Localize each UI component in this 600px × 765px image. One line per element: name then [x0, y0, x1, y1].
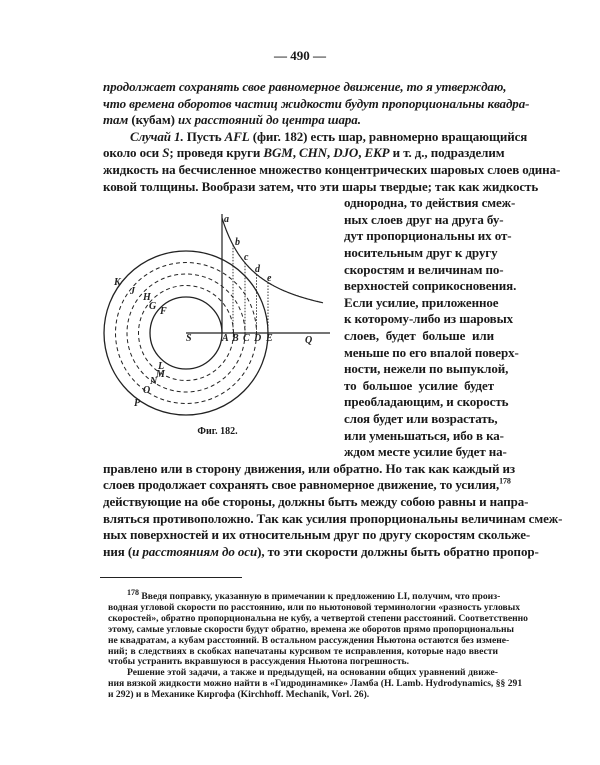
- figure-label-Q: Q: [305, 335, 313, 346]
- figure-label-G: G: [149, 301, 157, 312]
- figure-label-a: a: [224, 214, 229, 225]
- text-segment: Случай 1.: [130, 128, 184, 144]
- text-segment: ности, нежели по выпуклой,: [344, 361, 509, 377]
- figure-label-P: P: [134, 398, 141, 409]
- text-segment: действующие на обе стороны, должны быть между собою равны и напра-: [103, 494, 529, 509]
- footnote-line: [108, 689, 498, 700]
- footnote-rule: [100, 577, 242, 578]
- figure-label-A: A: [222, 333, 229, 344]
- text-segment: носительным друг к другу: [344, 245, 498, 260]
- text-segment: ; проведя круги: [169, 145, 264, 161]
- text-segment: жидкость на бесчисленное множество концентрических шаровых слоев одина-: [103, 162, 561, 177]
- figure-label-M: M: [156, 369, 165, 380]
- figure-label-d: d: [255, 264, 260, 275]
- text-segment: дут пропорциональны их от-: [344, 228, 512, 244]
- text-segment: DJO: [333, 145, 359, 161]
- text-segment: чтобы устранить вкравшуюся в рассуждения Ньютона погрешность.: [108, 656, 410, 668]
- text-segment: верхностей соприкосновения.: [344, 278, 517, 294]
- footnote-line: [108, 646, 498, 657]
- text-segment: ), то эти скорости должны быть обратно пропор-: [257, 543, 539, 559]
- figure-label-C: C: [243, 333, 250, 344]
- figure-label-b: b: [235, 237, 240, 248]
- figure-label-O: O: [143, 385, 151, 396]
- text-segment: продолжает сохранять свое равномерное движение, то я утверждаю,: [103, 79, 507, 94]
- text-segment: то большое усилие будет: [344, 377, 494, 393]
- text-segment: однородна, то действия смеж-: [344, 195, 516, 211]
- text-segment: к которому-либо из шаровых: [344, 311, 514, 327]
- text-segment: и расстояниям до оси: [132, 543, 258, 559]
- footnote-line: [127, 667, 498, 678]
- text-segment: скоростей», обратно пропорциональна не кубу, а четвертой степени расстояний. Соответственно: [108, 612, 528, 624]
- text-segment: Если усилие, приложенное: [344, 294, 499, 310]
- figure-label-N: N: [150, 376, 158, 387]
- text-segment: слоев, будет больше или: [344, 328, 494, 343]
- text-segment: этому, самые угловые скорости будут обратно, времена же оборотов прямо пропорциональны: [108, 623, 514, 635]
- figure-label-D: D: [254, 333, 262, 344]
- footnote-line: [108, 623, 514, 635]
- text-segment: правлено или в сторону движения, или обратно. Но так как каждый из: [103, 460, 516, 476]
- text-segment: ний; в следствиях в скобках напечатаны курсивом те исправления, которые надо ввести: [108, 645, 498, 657]
- figure-label-c: c: [244, 252, 249, 263]
- text-segment: меньше по его впалой поверх-: [344, 344, 519, 360]
- page-number: — 490 —: [274, 48, 326, 63]
- text-segment: CHN: [299, 145, 327, 161]
- text-segment: Введя поправку, указанную в примечании к предложению LI, получим, что произ-: [139, 591, 501, 602]
- text-segment: слоя будет или возрастать,: [344, 411, 498, 426]
- text-segment: S: [162, 145, 170, 161]
- footnote-ref[interactable]: 178: [499, 477, 511, 487]
- text-segment: там: [103, 112, 129, 128]
- text-segment: ных поверхностей и их относительным друг по другу скоростям скольже-: [103, 527, 531, 543]
- footnote-line: [108, 601, 520, 613]
- figure-label-H: H: [143, 292, 151, 303]
- figure-label-L: L: [158, 361, 165, 372]
- text-segment: ния (: [103, 543, 133, 559]
- figure-label-K: K: [114, 277, 121, 288]
- text-segment: и т. д., подразделим: [389, 145, 505, 161]
- text-segment: или уменьшаться, ибо в ка-: [344, 427, 504, 443]
- text-segment: скоростям и величинам по-: [344, 261, 504, 277]
- text-segment: не квадратам, а кубам расстояний. В остальном рассуждения Ньютона остаются без измене-: [108, 634, 510, 646]
- text-segment: ковой толщины. Вообрази затем, что эти шары твердые; так как жидкость: [103, 178, 539, 194]
- figure-label-F: F: [160, 306, 167, 317]
- figure-label-E: E: [266, 333, 273, 344]
- text-segment: водная угловой скорости по расстоянию, или по ньютоновой терминологии «разность угловых: [108, 601, 520, 613]
- text-segment: слоев продолжает сохранять свое равномерное движение, то усилия,: [103, 477, 500, 493]
- footnote-number: 178: [127, 587, 139, 597]
- text-segment: ,: [326, 145, 334, 161]
- footnote-line: [127, 587, 501, 602]
- figure-label-e: e: [267, 273, 272, 284]
- text-segment: BGM: [263, 145, 293, 161]
- velocity-curve: [222, 218, 323, 303]
- text-segment: Пусть: [183, 128, 225, 144]
- footnote-line: [108, 656, 498, 667]
- footnote-line: [108, 678, 523, 690]
- figure-label-S: S: [186, 333, 192, 344]
- text-segment: ния вязкой жидкости можно найти в «Гидродинамике» Ламба (H. Lamb. Hydrodynamics, §§ 291: [108, 678, 523, 690]
- figure-label-J: J: [130, 286, 135, 297]
- text-segment: ных слоев друг на друга бу-: [344, 211, 504, 227]
- text-segment: ждом месте усилие будет на-: [344, 444, 507, 460]
- text-segment: ,: [292, 145, 300, 161]
- text-segment: вляться противоположно. Так как усилия пропорциональны величинам смеж-: [103, 510, 563, 526]
- text-segment: ,: [358, 145, 365, 161]
- text-segment: около оси: [103, 145, 163, 161]
- text-segment: что времена оборотов частиц жидкости будут пропорциональны квадра-: [103, 95, 530, 111]
- text-segment: преобладающим, и скорость: [344, 394, 509, 410]
- text-segment: AFL: [224, 128, 250, 144]
- footnote-line: [108, 634, 510, 646]
- figure-caption: Фиг. 182.: [197, 426, 238, 437]
- text-segment: (кубам): [128, 112, 178, 128]
- text-segment: EKP: [364, 145, 390, 161]
- text-segment: Решение этой задачи, а также и предыдущей, на основании общих уравнений движе-: [127, 667, 498, 679]
- text-segment: и 292) и в Механике Киргофа (Kirchhoff. Mechanik, Vorl. 26).: [108, 689, 370, 701]
- text-segment: их расстояний до центра шара.: [177, 112, 361, 128]
- footnote-line: [108, 612, 528, 624]
- figure-label-B: B: [232, 333, 239, 344]
- text-segment: (фиг. 182) есть шар, равномерно вращающийся: [249, 128, 528, 144]
